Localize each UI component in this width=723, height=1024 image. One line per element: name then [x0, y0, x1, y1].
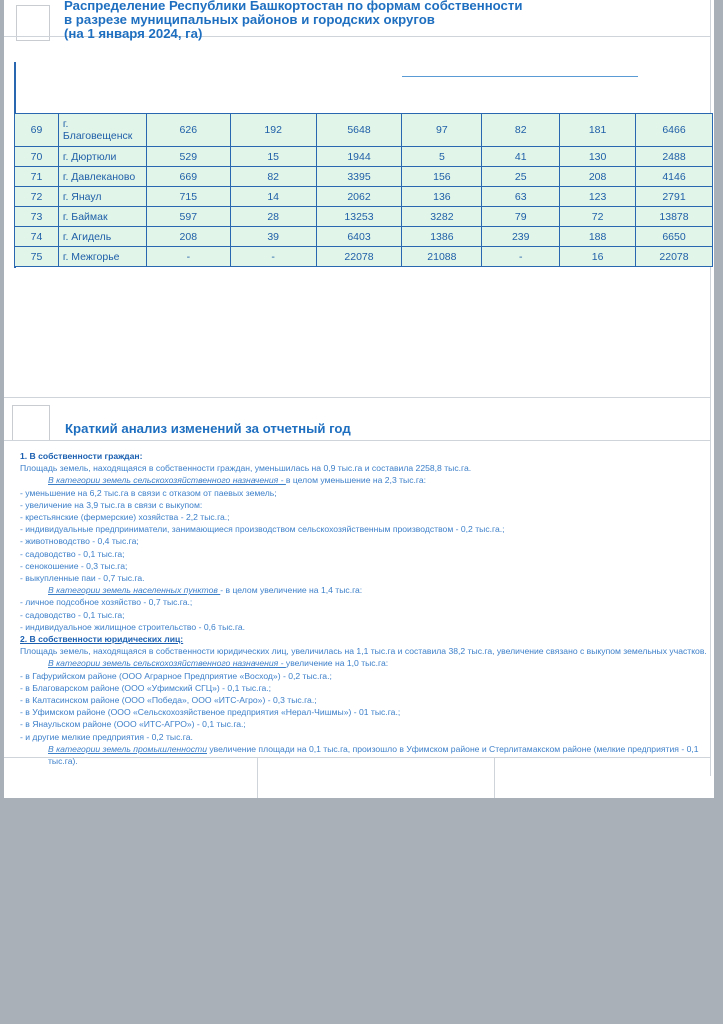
title-line-3: (на 1 января 2024, га)	[64, 26, 203, 41]
cell-value: 6466	[636, 114, 713, 147]
table-row	[15, 227, 713, 247]
cell-value: 2062	[316, 187, 402, 207]
category-text: - в целом увеличение на 1,4 тыс.га:	[220, 585, 363, 596]
cell-value: 669	[146, 167, 230, 187]
cell-value: 5648	[316, 114, 402, 147]
cell-value: 156	[402, 167, 482, 187]
category-text: в целом уменьшение на 2,3 тыс.га:	[285, 475, 427, 486]
row-number: 72	[15, 187, 59, 207]
cell-value: 16	[560, 247, 636, 267]
title-line-2: в разрезе муниципальных районов и городских округов	[64, 12, 435, 27]
cell-value: 1386	[402, 227, 482, 247]
cell-value: -	[482, 247, 560, 267]
corner-box-analysis	[12, 405, 50, 441]
district-name: г. Межгорье	[58, 247, 146, 267]
table-row	[15, 114, 713, 147]
list-item: - в Янаульском районе (ООО «ИТС-АГРО») - 0,1 тыс.га.;	[20, 719, 246, 730]
cell-value: 79	[482, 207, 560, 227]
list-item: - уменьшение на 6,2 тыс.га в связи с отказом от паевых земель;	[20, 487, 277, 498]
list-item: - крестьянские (фермерские) хозяйства - 2,2 тыс.га.;	[20, 512, 230, 523]
cell-value: 2791	[636, 187, 713, 207]
district-prefix: г.	[62, 118, 69, 130]
section-rule	[4, 397, 710, 398]
list-item: - личное подсобное хозяйство - 0,7 тыс.га.;	[20, 597, 193, 608]
district-name: г. Агидель	[58, 227, 146, 247]
list-item: - индивидуальные предприниматели, занимающиеся производством сельскохозяйственным производством - 0,2 тыс.га.;	[20, 524, 505, 535]
district-name: г. Баймак	[58, 207, 146, 227]
section-1-heading: 1. В собственности граждан:	[20, 451, 143, 461]
cell-value: 529	[146, 147, 230, 167]
row-number: 73	[15, 207, 59, 227]
cell-value: 597	[146, 207, 230, 227]
analysis-title: Краткий анализ изменений за отчетный год	[65, 421, 351, 436]
table-row	[15, 187, 713, 207]
cell-value: 188	[560, 227, 636, 247]
section-2-heading: 2. В собственности юридических лиц:	[20, 634, 184, 645]
cell-value: 123	[560, 187, 636, 207]
row-number: 75	[15, 247, 59, 267]
list-item: - садоводство - 0,1 тыс.га;	[20, 548, 125, 559]
title-line-1: Распределение Республики Башкортостан по формам собственности	[64, 0, 523, 13]
cell-value: 14	[230, 187, 316, 207]
cell-value: 6403	[316, 227, 402, 247]
cell-value: 2488	[636, 147, 713, 167]
list-item: - садоводство - 0,1 тыс.га;	[20, 609, 125, 620]
cell-value: 97	[402, 114, 482, 147]
list-item: - в Уфимском районе (ООО «Сельскохозяйственое предприятия «Нерал-Чишмы») - 01 тыс.га.;	[20, 707, 401, 718]
row-number: 69	[15, 114, 59, 147]
district-name: г. Дюртюли	[58, 147, 146, 167]
cell-value: 192	[230, 114, 316, 147]
analysis-rule	[4, 440, 710, 441]
cell-value: 239	[482, 227, 560, 247]
category-label: В категории земель сельскохозяйственного назначения -	[48, 658, 286, 669]
table-row	[15, 147, 713, 167]
table-row	[15, 167, 713, 187]
top-right-rule	[710, 0, 711, 36]
cell-value: 82	[482, 114, 560, 147]
cell-value: 130	[560, 147, 636, 167]
table-row	[15, 247, 713, 267]
section-1-paragraph: Площадь земель, находящаяся в собственности граждан, уменьшилась на 0,9 тыс.га и составила 2258,8 тыс.га.	[20, 463, 472, 474]
section-1-category-settlements	[20, 584, 710, 596]
district-name: г. Давлеканово	[58, 167, 146, 187]
section-1-category-agri	[20, 474, 710, 486]
cell-value: 13878	[636, 207, 713, 227]
list-item: - сенокошение - 0,3 тыс.га;	[20, 560, 128, 571]
cell-value: 22078	[316, 247, 402, 267]
cell-value: 39	[230, 227, 316, 247]
cell-value: 41	[482, 147, 560, 167]
list-item: - в Гафурийском районе (ООО Аграрное Предприятие «Восход») - 0,2 тыс.га.;	[20, 670, 332, 681]
category-label: В категории земель сельскохозяйственного назначения -	[48, 475, 286, 486]
list-item: - индивидуальное жилищное строительство - 0,6 тыс.га.	[20, 621, 246, 632]
list-item: - в Благоварском районе (ООО «Уфимский СГЦ») - 0,1 тыс.га.;	[20, 682, 272, 693]
cell-value: 208	[146, 227, 230, 247]
cell-value: 28	[230, 207, 316, 227]
document-page	[4, 0, 714, 798]
list-item: - и другие мелкие предприятия - 0,2 тыс.га.	[20, 731, 193, 742]
cell-value: 6650	[636, 227, 713, 247]
category-label: В категории земель промышленности	[48, 743, 207, 754]
table-row	[15, 207, 713, 227]
cell-value: 3395	[316, 167, 402, 187]
section-2-paragraph: Площадь земель, находящаяся в собственности юридических лиц, увеличилась на 1,1 тыс.га и составила 38,2 тыс.га, увеличение связано с выкупом земельных участков.	[20, 646, 707, 657]
cell-value: 82	[230, 167, 316, 187]
page-title	[64, 0, 624, 41]
header-blue-line	[402, 76, 638, 77]
cell-value: -	[230, 247, 316, 267]
list-item: - в Калтасинском районе (ООО «Победа», ООО «ИТС-Агро») - 0,3 тыс.га.;	[20, 695, 317, 706]
list-item: - животноводство - 0,4 тыс.га;	[20, 536, 139, 547]
cell-value: 715	[146, 187, 230, 207]
cell-value: 22078	[636, 247, 713, 267]
cell-value: 63	[482, 187, 560, 207]
row-number: 70	[15, 147, 59, 167]
cell-value: 15	[230, 147, 316, 167]
list-item: - увеличение на 3,9 тыс.га в связи с выкупом:	[20, 499, 203, 510]
cell-value: -	[146, 247, 230, 267]
district-name: г. Янаул	[58, 187, 146, 207]
section-2-category-agri	[20, 657, 710, 669]
cell-value: 181	[560, 114, 636, 147]
category-text: увеличение на 1,0 тыс.га:	[285, 658, 389, 669]
district-title: Благовещенск	[62, 130, 133, 142]
cell-value: 72	[560, 207, 636, 227]
list-item: - выкупленные паи - 0,7 тыс.га.	[20, 573, 145, 584]
district-name	[58, 114, 146, 147]
cell-value: 21088	[402, 247, 482, 267]
cell-value: 3282	[402, 207, 482, 227]
cell-value: 136	[402, 187, 482, 207]
ownership-table	[14, 113, 713, 267]
row-number: 71	[15, 167, 59, 187]
cell-value: 1944	[316, 147, 402, 167]
cell-value: 5	[402, 147, 482, 167]
section-2-category-industry	[20, 743, 710, 767]
cell-value: 208	[560, 167, 636, 187]
category-label: В категории земель населенных пунктов	[48, 585, 221, 596]
analysis-text	[20, 450, 710, 767]
cell-value: 626	[146, 114, 230, 147]
row-number: 74	[15, 227, 59, 247]
cell-value: 4146	[636, 167, 713, 187]
cell-value: 13253	[316, 207, 402, 227]
cell-value: 25	[482, 167, 560, 187]
category-text: увеличение площади на 0,1 тыс.га, произошло в Уфимском районе и Стерлитамакском районе (мелкие предприятия - 0,1 тыс.га).	[48, 743, 699, 767]
